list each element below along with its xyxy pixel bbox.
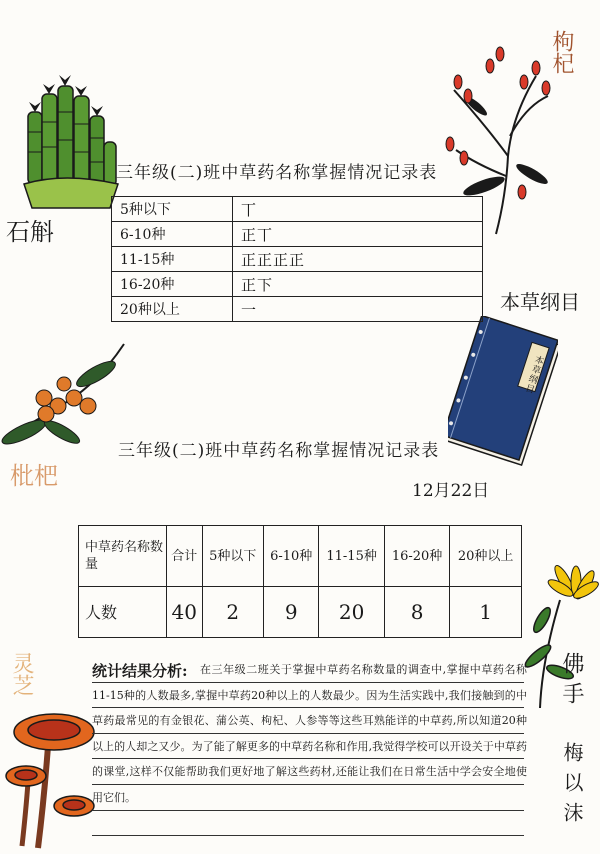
summary-table-title: 三年级(二)班中草药名称掌握情况记录表 — [118, 441, 440, 461]
lingzhi-illustration — [4, 700, 104, 850]
column-header: 中草药名称数量 — [79, 526, 167, 587]
table-row — [112, 247, 483, 272]
table-cell: 2 — [202, 587, 264, 638]
summary-date: 12月22日 — [412, 481, 490, 501]
tally-table-title: 三年级(二)班中草药名称掌握情况记录表 — [116, 163, 438, 183]
tally-category: 16-20种 — [112, 272, 233, 297]
lingzhi-label: 灵芝 — [9, 652, 34, 696]
table-row — [79, 587, 522, 638]
table-row — [112, 297, 483, 322]
tally-marks: 正下 — [233, 272, 483, 297]
table-cell: 20 — [319, 587, 384, 638]
compendium-book-illustration — [448, 316, 558, 476]
analysis-label: 统计结果分析: — [92, 662, 188, 680]
row-header: 人数 — [79, 587, 167, 638]
compendium-label: 本草纲目 — [500, 290, 580, 314]
summary-table — [78, 525, 522, 638]
dendrobium-label: 石斛 — [6, 218, 54, 246]
ruled-line — [92, 811, 524, 836]
tally-marks: 正正正正 — [233, 247, 483, 272]
loquat-label: 枇杷 — [10, 462, 58, 490]
table-row — [112, 197, 483, 222]
table-cell: 9 — [264, 587, 319, 638]
bergamot-label: 佛手 — [559, 652, 584, 712]
tally-marks: 正丅 — [233, 222, 483, 247]
tally-marks: 一 — [233, 297, 483, 322]
dendrobium-illustration — [14, 72, 126, 212]
tally-category: 20种以上 — [112, 297, 233, 322]
analysis-text: 在三年级二班关于掌握中草药名称数量的调查中,掌握中草药名称11-15种的人数最多,掌握中草药20种以上的人数最少。因为生活实践中,我们接触到的中草药最常见的有金银花、蒲公英、枸杞、人参等等这些耳熟能详的中草药,所以知道20种以上的人却之又少。为了能了解更多的中草药名称和作用,我觉得学校可以开设关于中草药的课堂,这样不仅能帮助我们更好地了解这些药材,还能让我们在日常生活中学会安全地使用它们。 — [92, 663, 527, 804]
column-header: 5种以下 — [202, 526, 264, 587]
tally-category: 6-10种 — [112, 222, 233, 247]
tally-category: 5种以下 — [112, 197, 233, 222]
goji-label: 枸杞 — [549, 30, 574, 74]
column-header: 合计 — [167, 526, 203, 587]
table-cell: 1 — [450, 587, 522, 638]
column-header: 20种以上 — [450, 526, 522, 587]
column-header: 16-20种 — [384, 526, 449, 587]
column-header: 6-10种 — [264, 526, 319, 587]
column-header: 11-15种 — [319, 526, 384, 587]
book-cover-title: 本草纲目 — [524, 355, 546, 396]
loquat-illustration — [0, 340, 130, 450]
table-header-row — [79, 526, 522, 587]
table-row — [112, 222, 483, 247]
table-row — [112, 272, 483, 297]
tally-table — [111, 196, 483, 322]
tally-category: 11-15种 — [112, 247, 233, 272]
table-cell: 8 — [384, 587, 449, 638]
table-cell: 40 — [167, 587, 203, 638]
author-name: 梅以沫 — [560, 742, 584, 832]
tally-marks: 丅 — [233, 197, 483, 222]
